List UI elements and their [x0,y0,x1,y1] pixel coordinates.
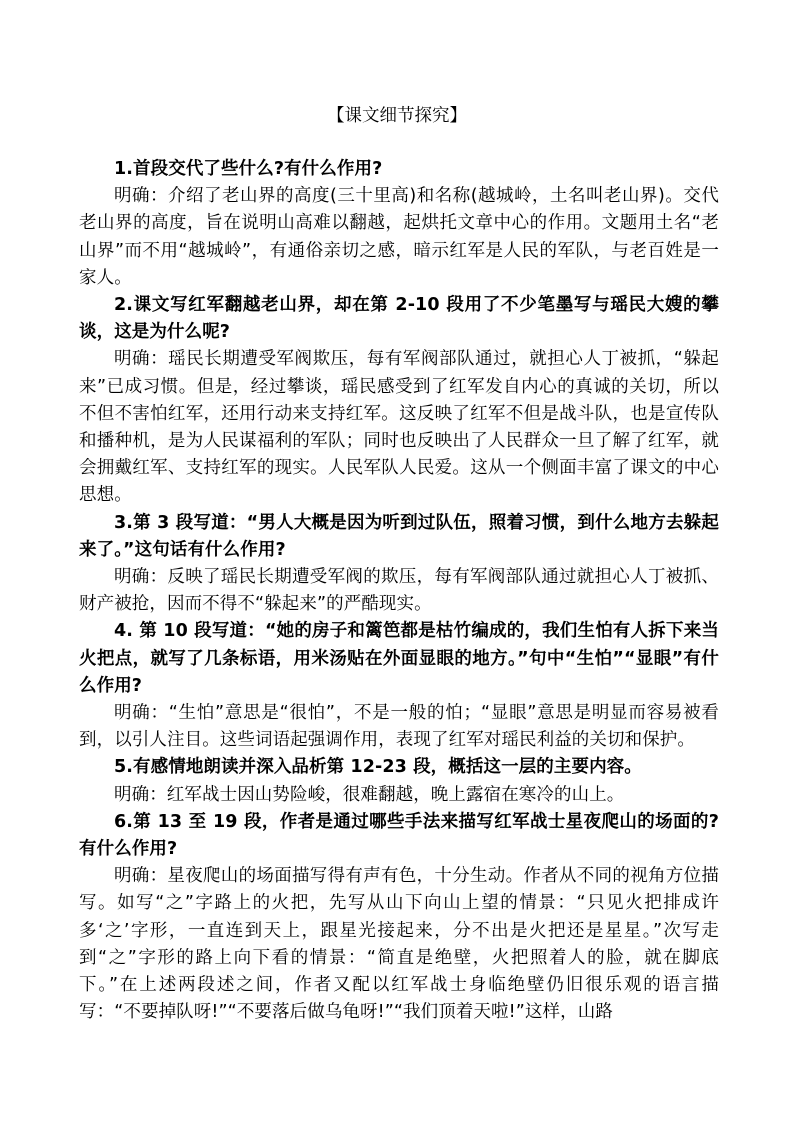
answer-5: 明确：红军战士因山势险峻，很难翻越，晚上露宿在寒冷的山上。 [114,784,625,805]
question-3: 3.第 3 段写道：“男人大概是因为听到过队伍，照着习惯，到什么地方去躲起来了。”这句话有什么作用? [79,512,719,560]
question-4: 4. 第 10 段写道：“她的房子和篱笆都是枯竹编成的，我们生怕有人拆下来当火把点，就写了几条标语，用米汤贴在外面显眼的地方。”句中“生怕”“显眼”有什么作用? [79,621,719,696]
answer-4: 明确：“生怕”意思是“很怕”，不是一般的怕；“显眼”意思是明显而容易被看到，以引人注目。这些词语起强调作用，表现了红军对瑶民利益的关切和保护。 [79,703,719,751]
answer-2: 明确：瑶民长期遭受军阀欺压，每有军阀部队通过，就担心人丁被抓，“躲起来”已成习惯。但是，经过攀谈，瑶民感受到了红军发自内心的真诚的关切，所以不但不害怕红军，还用行动来支持红军。这反映了红军不但是战斗队，也是宣传队和播种机，是为人民谋福利的军队；同时也反映出了人民群众一旦了解了红军，就会拥戴红军、支持红军的现实。人民军队人民爱。这从一个侧面丰富了课文的中心思想。 [79,349,719,506]
question-5: 5.有感情地朗读并深入品析第 12-23 段，概括这一层的主要内容。 [114,757,642,778]
question-1: 1.首段交代了些什么?有什么作用? [114,159,383,179]
question-2: 2.课文写红军翻越老山界，却在第 2-10 段用了不少笔墨写与瑶民大嫂的攀谈，这是为什么呢? [79,295,719,343]
question-list [79,156,719,1027]
answer-3: 明确：反映了瑶民长期遭受军阀的欺压，每有军阀部队通过就担心人丁被抓、财产被抢，因而不得不“躲起来”的严酷现实。 [79,567,719,615]
answer-6: 明确：星夜爬山的场面描写得有声有色，十分生动。作者从不同的视角方位描写。如写“之”字路上的火把，先写从山下向山上望的情景：“只见火把排成许多‘之’字形，一直连到天上，跟星光接起来，分不出是火把还是星星。”次写走到“之”字形的路上向下看的情景：“简直是绝壁，火把照着人的脸，就在脚底下。”在上述两段述之间，作者又配以红军战士身临绝壁仍旧很乐观的语言描写：“不要掉队呀!”“不要落后做乌龟呀!”“我们顶着天啦!”这样，山路 [79,866,719,1023]
question-6: 6.第 13 至 19 段，作者是通过哪些手法来描写红军战士星夜爬山的场面的?有什么作用? [79,811,719,860]
answer-1: 明确：介绍了老山界的高度(三十里高)和名称(越城岭，土名叫老山界)。交代老山界的高度，旨在说明山高难以翻越，起烘托文章中心的作用。文题用土名“老山界”而不用“越城岭”，有通俗亲切之感，暗示红军是人民的军队，与老百姓是一家人。 [79,186,719,288]
section-heading: 【课文细节探究】 [327,106,467,126]
